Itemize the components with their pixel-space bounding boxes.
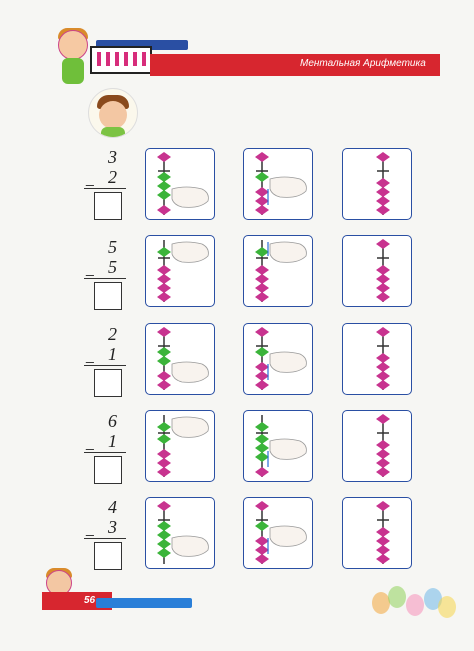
abacus-rod-icon <box>244 149 312 219</box>
abacus-bead <box>157 181 171 191</box>
header-title: Ментальная Арифметика <box>300 58 426 69</box>
abacus-rod-icon <box>343 236 411 306</box>
hand-pointer-icon <box>270 352 306 372</box>
abacus-bead <box>255 172 269 182</box>
abacus-bead <box>157 530 171 540</box>
minus-sign: _ <box>86 434 94 450</box>
abacus-bead <box>255 274 269 284</box>
abacus-bead <box>157 501 171 511</box>
answer-box[interactable] <box>94 369 122 397</box>
hand-pointer-icon <box>172 242 208 262</box>
abacus-card <box>342 410 412 482</box>
abacus-card <box>145 410 215 482</box>
abacus-rod-icon <box>343 498 411 568</box>
problem-top-number: 5 <box>108 237 117 257</box>
abacus-rod-icon <box>244 411 312 481</box>
abacus-card <box>145 235 215 307</box>
boy-mascot-icon <box>58 30 88 60</box>
abacus-bead <box>157 205 171 215</box>
problem-bottom-number: 3 <box>108 517 117 537</box>
hand-pointer-icon <box>172 187 208 207</box>
abacus-bead <box>157 521 171 531</box>
abacus-bead <box>255 371 269 381</box>
problem-2 <box>84 238 144 318</box>
answer-box[interactable] <box>94 456 122 484</box>
abacus-card <box>145 148 215 220</box>
abacus-bead <box>157 380 171 390</box>
hand-pointer-icon <box>270 177 306 197</box>
abacus-rod-icon <box>146 411 214 481</box>
abacus-rod-icon <box>343 411 411 481</box>
hand-pointer-icon <box>172 536 208 556</box>
abacus-card <box>342 235 412 307</box>
page-number: 56 <box>84 595 96 606</box>
sum-line <box>84 452 126 453</box>
abacus-bead <box>376 467 390 477</box>
abacus-bead <box>255 327 269 337</box>
abacus-bead <box>157 283 171 293</box>
abacus-bead <box>255 152 269 162</box>
abacus-bead <box>376 554 390 564</box>
abacus-bead <box>255 247 269 257</box>
abacus-card <box>145 497 215 569</box>
abacus-bead <box>157 449 171 459</box>
answer-box[interactable] <box>94 192 122 220</box>
abacus-bead <box>157 422 171 432</box>
hand-pointer-icon <box>172 362 208 382</box>
abacus-bead <box>376 196 390 206</box>
sum-line <box>84 188 126 189</box>
abacus-bead <box>255 443 269 453</box>
abacus-bead <box>376 527 390 537</box>
abacus-bead <box>376 178 390 188</box>
abacus-bead <box>376 501 390 511</box>
minus-sign: _ <box>86 347 94 363</box>
answer-box[interactable] <box>94 282 122 310</box>
abacus-bead <box>376 458 390 468</box>
abacus-card <box>243 148 313 220</box>
abacus-bead <box>157 247 171 257</box>
problem-top-number: 6 <box>108 411 117 431</box>
abacus-bead <box>157 292 171 302</box>
problem-top-number: 3 <box>108 147 117 167</box>
minus-sign: _ <box>86 520 94 536</box>
boy-avatar-icon <box>88 88 138 138</box>
abacus-bead <box>255 283 269 293</box>
abacus-bead <box>157 458 171 468</box>
abacus-bead <box>157 548 171 558</box>
abacus-bead <box>255 380 269 390</box>
abacus-bead <box>376 545 390 555</box>
abacus-bead <box>157 371 171 381</box>
sum-line <box>84 365 126 366</box>
abacus-rod-icon <box>244 236 312 306</box>
problem-bottom-number: 1 <box>108 344 117 364</box>
abacus-bead <box>157 152 171 162</box>
abacus-bead <box>157 265 171 275</box>
abacus-card <box>243 235 313 307</box>
abacus-bead <box>376 187 390 197</box>
abacus-logo-icon <box>90 46 152 74</box>
abacus-rod-icon <box>244 324 312 394</box>
abacus-rod-icon <box>146 236 214 306</box>
sum-line <box>84 538 126 539</box>
abacus-bead <box>255 187 269 197</box>
abacus-bead <box>376 265 390 275</box>
abacus-bead <box>255 205 269 215</box>
abacus-bead <box>255 422 269 432</box>
abacus-bead <box>157 539 171 549</box>
abacus-bead <box>376 414 390 424</box>
abacus-card <box>243 323 313 395</box>
abacus-rod-icon <box>146 149 214 219</box>
minus-sign: _ <box>86 170 94 186</box>
abacus-bead <box>255 292 269 302</box>
abacus-bead <box>376 380 390 390</box>
problem-bottom-number: 1 <box>108 431 117 451</box>
abacus-bead <box>255 196 269 206</box>
problem-top-number: 4 <box>108 497 117 517</box>
hand-pointer-icon <box>270 242 306 262</box>
abacus-card <box>342 323 412 395</box>
abacus-bead <box>376 353 390 363</box>
abacus-bead <box>157 347 171 357</box>
problem-5 <box>84 498 144 578</box>
abacus-bead <box>376 362 390 372</box>
abacus-bead <box>376 239 390 249</box>
abacus-card <box>342 148 412 220</box>
abacus-bead <box>376 536 390 546</box>
hand-pointer-icon <box>172 417 208 437</box>
answer-box[interactable] <box>94 542 122 570</box>
abacus-bead <box>255 434 269 444</box>
abacus-bead <box>157 274 171 284</box>
abacus-bead <box>376 449 390 459</box>
abacus-card <box>342 497 412 569</box>
abacus-bead <box>255 467 269 477</box>
abacus-bead <box>157 327 171 337</box>
abacus-bead <box>376 205 390 215</box>
problem-top-number: 2 <box>108 324 117 344</box>
abacus-bead <box>255 536 269 546</box>
problem-bottom-number: 5 <box>108 257 117 277</box>
abacus-rod-icon <box>146 498 214 568</box>
abacus-bead <box>255 545 269 555</box>
abacus-bead <box>255 452 269 462</box>
hand-pointer-icon <box>270 439 306 459</box>
abacus-bead <box>376 327 390 337</box>
abacus-bead <box>376 440 390 450</box>
abacus-bead <box>255 501 269 511</box>
abacus-bead <box>157 172 171 182</box>
abacus-bead <box>255 554 269 564</box>
abacus-bead <box>157 190 171 200</box>
abacus-bead <box>376 371 390 381</box>
minus-sign: _ <box>86 260 94 276</box>
problem-bottom-number: 2 <box>108 167 117 187</box>
problem-3 <box>84 325 144 405</box>
abacus-bead <box>157 434 171 444</box>
abacus-bead <box>255 347 269 357</box>
problem-4 <box>84 412 144 492</box>
abacus-rod-icon <box>343 149 411 219</box>
abacus-bead <box>376 274 390 284</box>
boy-mascot-body <box>62 58 84 84</box>
abacus-card <box>243 497 313 569</box>
abacus-bead <box>376 292 390 302</box>
abacus-rod-icon <box>244 498 312 568</box>
abacus-bead <box>255 521 269 531</box>
problem-1 <box>84 148 144 228</box>
abacus-rod-icon <box>146 324 214 394</box>
sum-line <box>84 278 126 279</box>
hand-pointer-icon <box>270 526 306 546</box>
abacus-card <box>243 410 313 482</box>
abacus-bead <box>376 283 390 293</box>
abacus-bead <box>157 356 171 366</box>
abacus-bead <box>255 265 269 275</box>
abacus-bead <box>376 152 390 162</box>
abacus-bead <box>255 362 269 372</box>
balloons-icon <box>368 586 458 626</box>
abacus-bead <box>157 467 171 477</box>
abacus-rod-icon <box>343 324 411 394</box>
abacus-card <box>145 323 215 395</box>
footer-blue-bar <box>96 598 192 608</box>
